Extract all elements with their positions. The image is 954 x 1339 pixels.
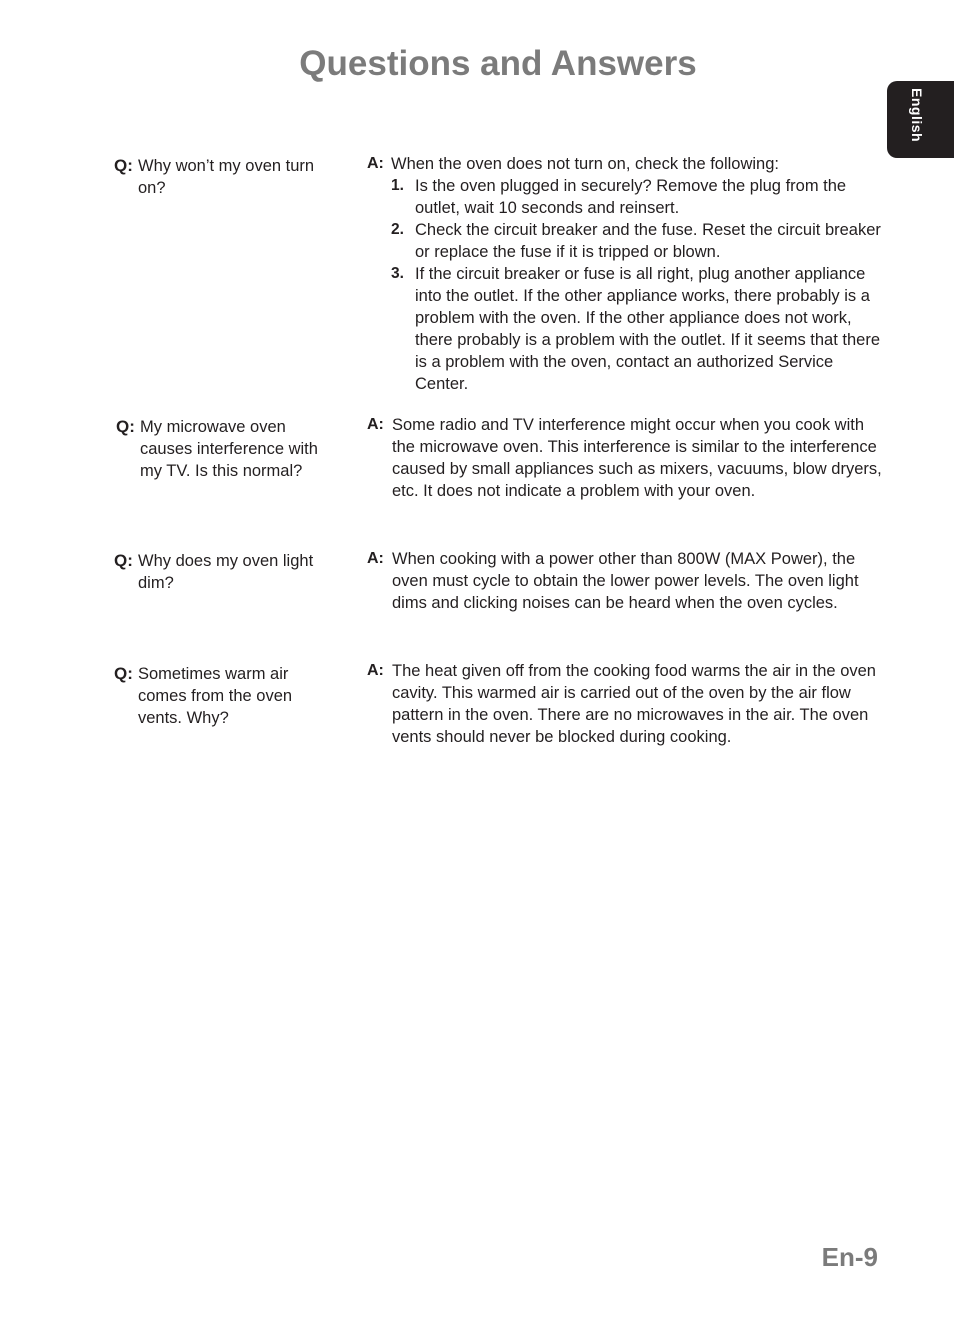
answer xyxy=(367,153,887,395)
question-text: Sometimes warm air comes from the oven vents. Why? xyxy=(138,665,293,727)
answer-text: The heat given off from the cooking food warms the air in the oven cavity. This warmed air is carried out of the oven by the air flow pattern in the oven. There are no microwaves in the air. The oven vents should never be blocked during cooking. xyxy=(392,662,876,746)
question-text: Why does my oven light dim? xyxy=(138,552,314,592)
question xyxy=(114,155,339,199)
step-number: 3. xyxy=(391,265,404,282)
language-tab xyxy=(887,81,954,158)
question xyxy=(116,416,341,482)
language-tab-label: English xyxy=(909,88,925,143)
answer-step xyxy=(391,175,887,219)
step-text: Is the oven plugged in securely? Remove the plug from the outlet, wait 10 seconds and reinsert. xyxy=(415,177,847,217)
answer-step xyxy=(391,219,887,263)
question-text: Why won’t my oven turn on? xyxy=(138,157,315,197)
answer xyxy=(367,414,887,502)
answer-label: A: xyxy=(367,662,384,679)
answer xyxy=(367,548,887,614)
answer-intro: When the oven does not turn on, check the following: xyxy=(391,155,779,173)
answer-step xyxy=(391,263,887,395)
answer-text: When cooking with a power other than 800W (MAX Power), the oven must cycle to obtain the lower power levels. The oven light dims and clicking noises can be heard when the oven cycles. xyxy=(392,550,859,612)
question-label: Q: xyxy=(114,156,133,175)
answer-label: A: xyxy=(367,550,384,567)
answer-steps xyxy=(391,175,887,395)
question xyxy=(114,663,329,729)
question-label: Q: xyxy=(114,551,133,570)
question-label: Q: xyxy=(114,664,133,683)
answer-text: Some radio and TV interference might occur when you cook with the microwave oven. This interference is similar to the interference caused by small appliances such as mixers, vacuums, blow dryers, etc. It does not indicate a problem with your oven. xyxy=(392,416,882,500)
step-number: 2. xyxy=(391,221,404,238)
answer xyxy=(367,660,887,748)
answer-label: A: xyxy=(367,155,384,172)
question xyxy=(114,550,339,594)
page-number: En-9 xyxy=(821,1242,878,1272)
question-text: My microwave oven causes interference with my TV. Is this normal? xyxy=(140,418,318,480)
step-text: Check the circuit breaker and the fuse. Reset the circuit breaker or replace the fuse if it is tripped or blown. xyxy=(415,221,881,261)
step-number: 1. xyxy=(391,177,404,194)
question-label: Q: xyxy=(116,417,135,436)
page-title: Questions and Answers xyxy=(299,44,697,83)
step-text: If the circuit breaker or fuse is all right, plug another appliance into the outlet. If the other appliance works, there probably is a problem with the oven. If the other appliance does not work, there probably is a problem with the outlet. If it seems that there is a problem with the oven, contact an authorized Service Center. xyxy=(415,265,880,393)
answer-label: A: xyxy=(367,416,384,433)
